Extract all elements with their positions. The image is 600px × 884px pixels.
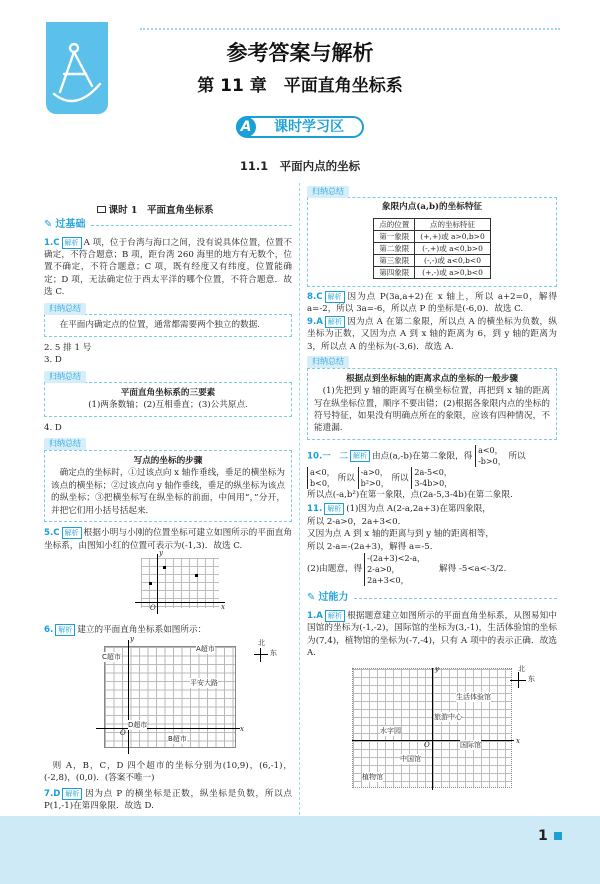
- map1-origin: O: [120, 729, 126, 737]
- table-cell: 第二象限: [374, 242, 415, 254]
- q5-graph: [135, 549, 225, 614]
- q10-tag: 解析: [350, 450, 370, 462]
- box5: [307, 356, 557, 440]
- badge-text: 课时学习区: [274, 118, 344, 135]
- q7-text: 因为点 P 的横坐标是正数，纵坐标是负数，所以点 P(1,-1)在第四象限．故选 D.: [44, 788, 292, 812]
- q10-d2: b<0，: [310, 478, 335, 488]
- q5-y-label: y: [159, 549, 163, 557]
- q5-point-b: [195, 574, 198, 577]
- header-dots: [140, 28, 560, 30]
- q10-f2: b²>0，: [360, 478, 389, 488]
- q1-tag: 解析: [62, 237, 82, 249]
- map1-y-label: y: [130, 635, 134, 643]
- box5-text: (1)先把到 y 轴的距离写在横坐标位置，再把到 x 轴的距离写在纵坐标位置，顺序不要出错；(2)根据各象限内点的坐标的符号特征，如果没有明确点所在的象限，应该有四种情况，不能遗漏.: [314, 386, 550, 434]
- map2-water: 水字园: [380, 727, 401, 735]
- q10-h1: 2a-5<0，: [414, 467, 452, 477]
- table-cell: (-,-)或 a<0,b<0: [415, 254, 490, 266]
- sect-basic-label: 过基础: [55, 219, 86, 230]
- map2-o: O: [424, 741, 430, 749]
- quadrant-table: [373, 218, 490, 279]
- box1-title: 归纳总结: [44, 303, 86, 315]
- q9-ans: A: [316, 316, 323, 327]
- left-bottom: [44, 760, 292, 813]
- q9-text: 因为点 A 在第二象限，所以点 A 的横坐标为负数，纵坐标为正数，又因为点 A 到 x 轴的距离为 6，到 y 轴的距离为 3，所以点 A 的坐标为(-3,6)．故选 A.: [307, 316, 557, 352]
- q2: 2. 5 排 1 号: [44, 342, 92, 353]
- map2-life: 生活体验馆: [456, 693, 491, 701]
- right-column: [307, 186, 557, 659]
- q10-d1: a<0，: [310, 467, 335, 477]
- map2: [352, 665, 528, 790]
- q10-a: 由点(a,-b)在第二象限，得: [372, 451, 473, 462]
- column-divider: [299, 183, 300, 815]
- q11-s3: 2a+3<0，: [367, 576, 409, 586]
- map1-A: A超市: [196, 645, 215, 653]
- box3-title: 归纳总结: [44, 438, 86, 450]
- map2-y-label: y: [435, 665, 439, 673]
- chapter-title: 第 11 章 平面直角坐标系: [197, 76, 403, 96]
- map1-x-axis: [96, 728, 240, 729]
- q5-ans: C: [53, 528, 60, 539]
- q5-grid: [141, 558, 219, 608]
- box2-text: (1)两条数轴；(2)互相垂直；(3)公共原点.: [88, 400, 248, 411]
- box5-title: 归纳总结: [307, 356, 349, 368]
- q10-ans: 一 二: [322, 451, 349, 462]
- map1-east: 东: [270, 649, 277, 657]
- table-head-0: 点的位置: [374, 218, 415, 230]
- box5-head: 根据点到坐标轴的距离求点的坐标的一般步骤: [346, 373, 518, 384]
- q10-line2: [307, 467, 557, 489]
- map1-north: 北: [258, 639, 265, 647]
- q4: 4. D: [44, 422, 62, 433]
- q5-tag: 解析: [62, 527, 82, 539]
- table-cell: 第三象限: [374, 254, 415, 266]
- q8-ans: C: [316, 291, 323, 302]
- map2-intl: 国际馆: [460, 741, 481, 749]
- box1: [44, 303, 292, 337]
- box2-head: 平面直角坐标系的三要素: [120, 388, 216, 399]
- page-number-text: 1: [538, 828, 548, 844]
- q10-c2: -b>0，: [478, 456, 506, 466]
- q10-so: 所以: [508, 451, 526, 462]
- q1b-ans: A: [316, 610, 323, 621]
- table-cell: (+,+)或 a>0,b>0: [415, 230, 490, 242]
- q10-g: 所以: [391, 473, 409, 484]
- q10-f1: -a>0，: [360, 467, 388, 477]
- q3: 3. D: [44, 355, 62, 366]
- sect-basic: [44, 218, 292, 233]
- map2-y-axis: [432, 668, 433, 790]
- q5-point-c: [149, 582, 152, 585]
- q10-num: 10.: [307, 451, 323, 462]
- map2-compass: [508, 666, 540, 690]
- map2-travel: 旅游中心: [434, 713, 462, 721]
- q1-num: 1.: [44, 237, 54, 248]
- section-badge: [236, 116, 364, 138]
- q8-tag: 解析: [325, 291, 345, 303]
- map1-road: 平安大路: [190, 679, 218, 687]
- map2-plant: 植物馆: [362, 773, 383, 781]
- map2-x-axis: [352, 740, 514, 741]
- box2-title: 归纳总结: [44, 371, 86, 383]
- lesson-heading: [90, 190, 214, 218]
- q11-l2: 所以 2-a>0，2a+3<0.: [307, 516, 401, 527]
- q10-i: 所以点(-a,b²)在第一象限，点(2a-5,3-4b)在第二象限.: [307, 489, 513, 500]
- map1-x-label: x: [240, 725, 244, 733]
- q6-tag: 解析: [55, 624, 75, 636]
- left-column: [44, 218, 292, 552]
- q1b-tag: 解析: [325, 610, 345, 622]
- q1-ans: C: [53, 237, 60, 248]
- q11-l4: 所以 2-a=-(2a+3)，解得 a=-5.: [307, 541, 433, 552]
- book-icon: [97, 206, 106, 213]
- sect-ability: [307, 591, 557, 606]
- map1-compass-h: [254, 654, 268, 655]
- q5-o-label: O: [150, 604, 156, 612]
- box4-title: 归纳总结: [307, 186, 349, 198]
- box4: [307, 186, 557, 287]
- table-cell: 第四象限: [374, 266, 415, 278]
- box3-head: 写点的坐标的步骤: [133, 455, 203, 466]
- map2-compass-h: [510, 680, 526, 681]
- q6: [44, 624, 292, 636]
- map1-compass-v: [260, 648, 261, 662]
- table-cell: 第一象限: [374, 230, 415, 242]
- q7-num: 7.: [44, 788, 54, 799]
- map1-C: C超市: [102, 653, 121, 661]
- q9: [307, 316, 557, 353]
- q5-num: 5.: [44, 528, 54, 539]
- q11-num: 11.: [307, 504, 323, 515]
- q8: [307, 291, 557, 316]
- page-number: [538, 826, 562, 846]
- lesson-title: 课时 1 平面直角坐标系: [108, 204, 214, 216]
- q6-num: 6.: [44, 625, 54, 635]
- q6-text: 建立的平面直角坐标系如图所示：: [77, 625, 207, 635]
- table-cell: (-,+)或 a<0,b>0: [415, 242, 490, 254]
- box3-text: 确定点的坐标时，①过该点向 x 轴作垂线，垂足的横坐标为该点的横坐标；②过该点向 y 轴作垂线，垂足的纵坐标为该点的纵坐标；③把横坐标写在纵坐标的前面，中间用“，”分开，并把它们用小括号括起来.: [51, 468, 285, 516]
- q9-tag: 解析: [325, 316, 345, 328]
- q5-x-label: x: [221, 603, 225, 611]
- q8-text: 因为点 P(3a,a+2)在 x 轴上，所以 a+2=0，解得 a=-2，所以 3a=-6，所以点 P 的坐标是(-6,0)．故选 C.: [307, 291, 557, 315]
- q1b-text: 根据题意建立如图所示的平面直角坐标系，从图易知中国馆的坐标为(-1,-2)，国际馆的坐标为(3,-1)，生活体验馆的坐标为(7,4)，植物馆的坐标为(-7,-4)，只有 A 项中的表示正确．故选 A.: [307, 610, 557, 659]
- map2-china: 中国馆: [400, 755, 421, 763]
- map1-D: D超市: [128, 721, 148, 729]
- map2-north: 北: [518, 665, 525, 673]
- map1-y-axis: [128, 640, 129, 754]
- badge-letter: A: [236, 117, 256, 137]
- box1-text: 在平面内确定点的位置，通常都需要两个独立的数据.: [59, 320, 260, 331]
- map1-B: B超市: [168, 735, 187, 743]
- q10: [307, 445, 557, 467]
- q11: [307, 503, 557, 586]
- footer-band: [0, 816, 600, 884]
- map1-compass: [252, 640, 288, 664]
- q11-s2: 2-a>0，: [367, 565, 400, 575]
- map2-east: 东: [528, 675, 535, 683]
- q5-text: 根据小明与小刚的位置坐标可建立如图所示的平面直角坐标系，由图知小红的位置可表示为(-1,3)．故选 C.: [44, 528, 292, 551]
- q11-sol: 解得 -5<a<-3/2.: [439, 564, 507, 575]
- pencil-icon: ✎: [44, 219, 53, 230]
- sect-ability-label: 过能力: [318, 592, 349, 604]
- q5-y-axis: [157, 554, 158, 614]
- q11-system: [307, 553, 557, 586]
- q11-l1: (1)因为点 A(2-a,2a+3)在第四象限，: [346, 504, 491, 515]
- q7-tag: 解析: [62, 788, 82, 800]
- box4-head: 象限内点(a,b)的坐标特征: [381, 202, 483, 213]
- map2-x-label: x: [516, 737, 520, 745]
- table-head-1: 点的坐标特征: [415, 218, 490, 230]
- pencil-icon: ✎: [307, 592, 316, 604]
- table-cell: (+,-)或 a>0,b<0: [415, 266, 490, 278]
- q1b-num: 1.: [307, 610, 317, 621]
- box2: [44, 371, 292, 417]
- q7: [44, 788, 292, 813]
- q6-tail: 则 A，B，C，D 四个超市的坐标分别为(10,9)，(6,-1)，(-2,8)，(0,0)．(答案不唯一): [44, 761, 292, 784]
- q11-s1: -(2a+3)<2-a，: [367, 554, 426, 564]
- q10-c1: a<0，: [478, 445, 503, 455]
- section-title: 11.1 平面内点的坐标: [239, 159, 361, 173]
- map1: [96, 635, 246, 754]
- q1-text: A 项，位于台湾与海口之间，没有说具体位置，位置不确定，不符合题意；B 项，距台湾 260 海里的地方有无数个，位置不确定，不符合题意；C 项，既有经度又有纬度，位置能确定；D 项，无法确定位于西太平洋的哪个位置，不符合题意．故选 C.: [44, 237, 292, 298]
- q5: [44, 527, 292, 552]
- q10-h2: 3-4b>0，: [414, 478, 453, 488]
- page-square-icon: [554, 832, 562, 840]
- q11-tag: 解析: [324, 503, 344, 515]
- page-title: 参考答案与解析: [226, 41, 374, 65]
- q5-x-axis: [135, 602, 225, 603]
- box3: [44, 438, 292, 522]
- q7-ans: D: [53, 788, 61, 799]
- q5-point-a: [163, 566, 166, 569]
- q11-l5: (2)由题意，得: [307, 564, 363, 575]
- q10-e: 所以: [337, 473, 355, 484]
- q9-num: 9.: [307, 316, 317, 327]
- q11-l3: 又因为点 A 到 x 轴的距离与到 y 轴的距离相等，: [307, 529, 494, 540]
- q1b: [307, 610, 557, 660]
- q8-num: 8.: [307, 291, 317, 302]
- q1: [44, 237, 292, 299]
